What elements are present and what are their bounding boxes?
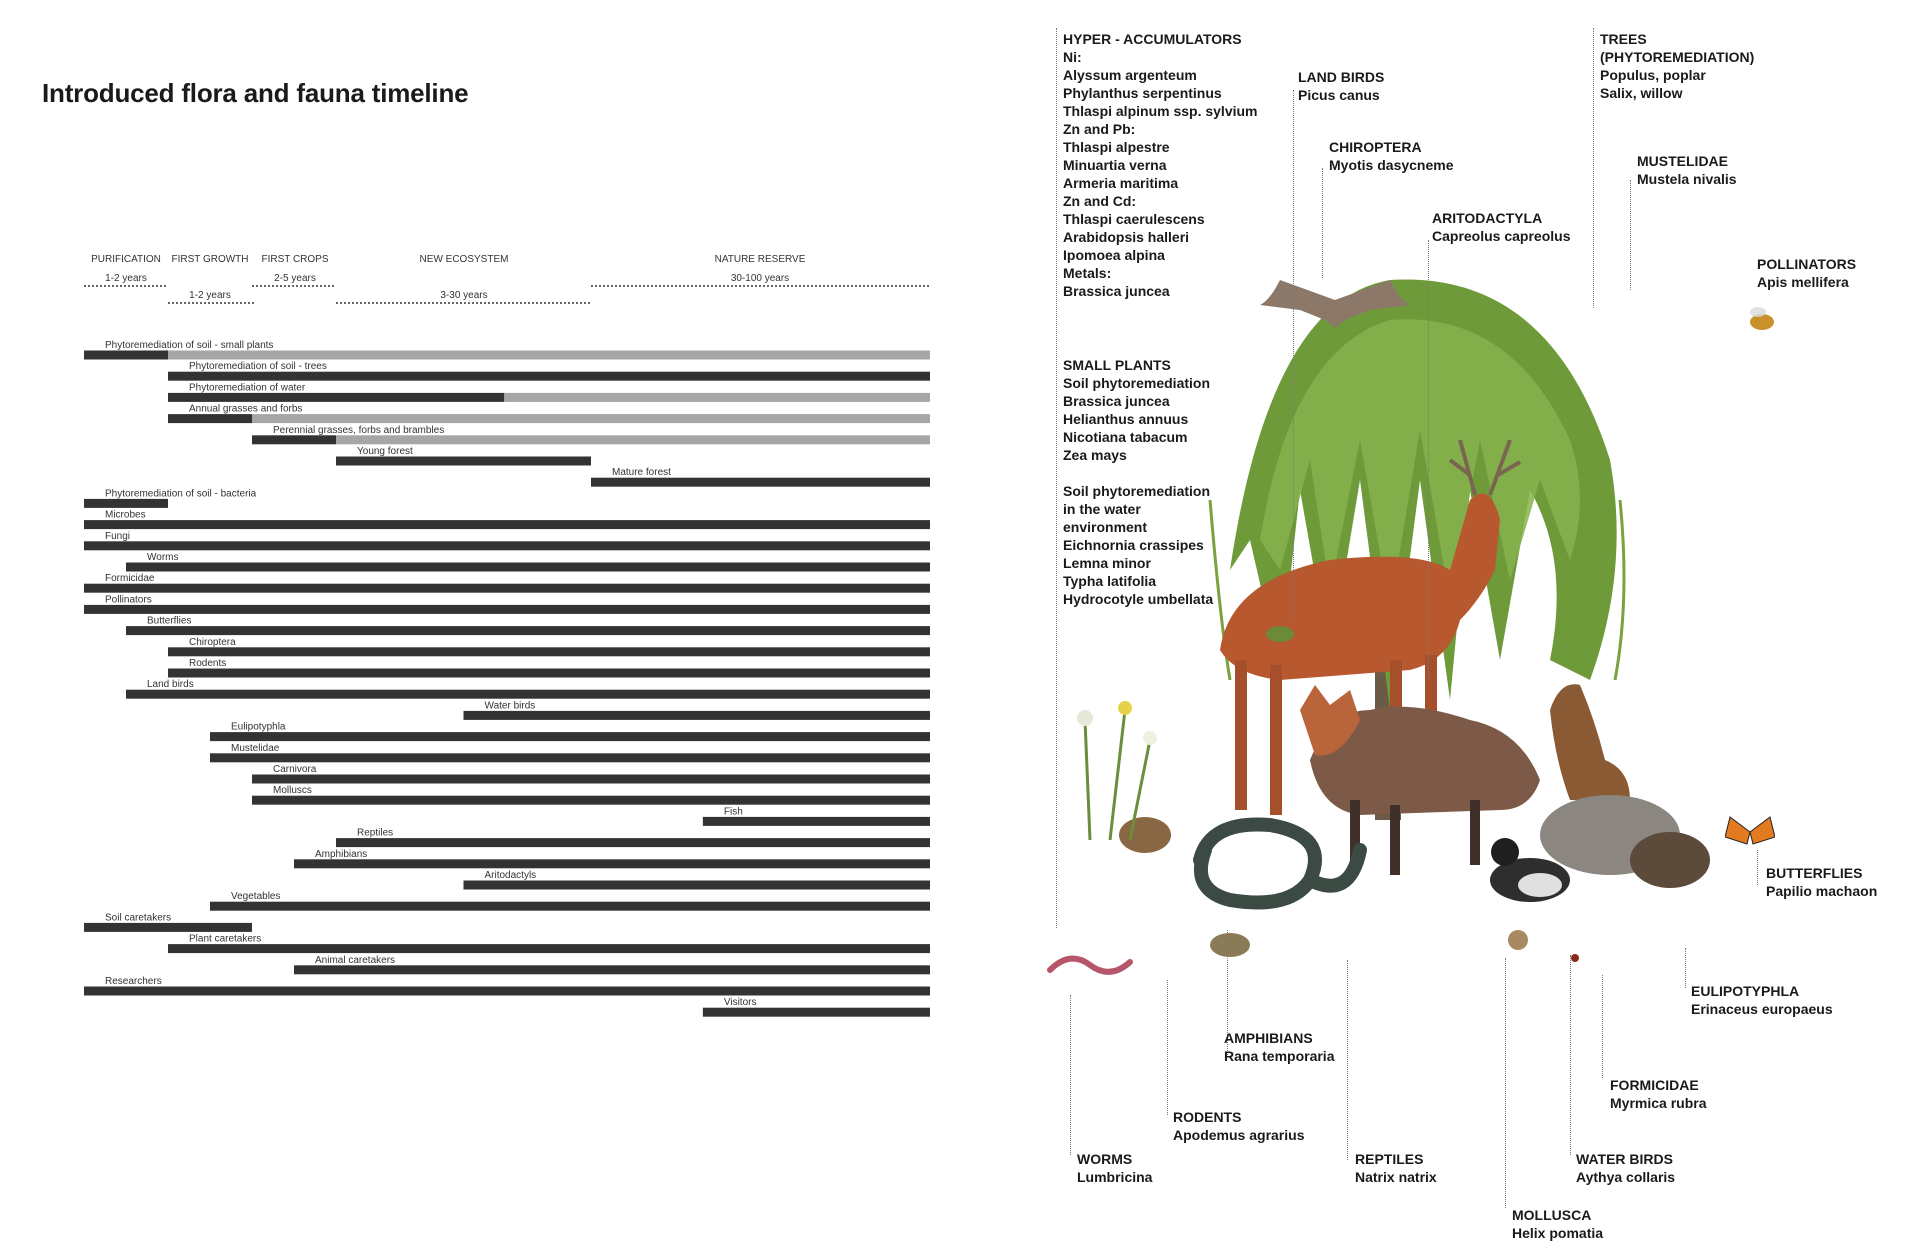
species-label-line: Papilio machaon	[1766, 883, 1878, 899]
timeline-row-label: Rodents	[189, 658, 227, 669]
leader-line	[1056, 28, 1057, 928]
species-label-line: Typha latifolia	[1063, 573, 1157, 589]
species-label-line: Salix, willow	[1600, 85, 1683, 101]
bird-icon	[1262, 618, 1302, 648]
timeline-bar	[168, 393, 504, 402]
species-label-line: Aythya collaris	[1576, 1169, 1676, 1185]
timeline-row-label: Fungi	[105, 530, 131, 542]
timeline-bar	[168, 414, 252, 423]
timeline-bar	[168, 944, 930, 953]
timeline-bar	[126, 563, 930, 572]
species-label-line: Eichnornia crassipes	[1063, 537, 1204, 553]
species-label-title: HYPER - ACCUMULATORS	[1063, 31, 1242, 47]
species-label-line: Zea mays	[1063, 447, 1127, 463]
species-label-line: Lemna minor	[1063, 555, 1151, 571]
timeline-chart	[0, 0, 960, 1040]
species-label-line: Natrix natrix	[1355, 1169, 1437, 1185]
leader-line	[1757, 850, 1758, 885]
label-rodents	[1173, 1108, 1304, 1144]
timeline-bar	[294, 965, 930, 974]
label-butterflies	[1766, 864, 1877, 900]
timeline-row-label: Mature forest	[612, 467, 671, 479]
timeline-row-label: Phytoremediation of soil - trees	[189, 361, 327, 373]
timeline-bar	[336, 435, 930, 444]
species-label-title: MOLLUSCA	[1512, 1207, 1592, 1223]
worm-icon	[1050, 959, 1130, 972]
timeline-bar	[210, 902, 930, 911]
species-label-line: Erinaceus europaeus	[1691, 1001, 1833, 1017]
timeline-row-label: Carnivora	[273, 764, 317, 775]
timeline-row-label: Animal caretakers	[315, 954, 396, 966]
species-label-line: Armeria maritima	[1063, 175, 1179, 191]
timeline-bar	[84, 520, 930, 529]
leader-line	[1505, 958, 1506, 1208]
timeline-bar	[210, 732, 930, 741]
timeline-bar	[464, 881, 931, 890]
timeline-bar	[703, 1008, 930, 1017]
ant-icon	[1571, 954, 1579, 962]
species-label-line: Ni:	[1063, 49, 1082, 65]
leader-line	[1593, 28, 1594, 308]
species-label-line: Ipomoea alpina	[1063, 247, 1165, 263]
timeline-row-label: Butterflies	[147, 615, 192, 627]
species-label-title: MUSTELIDAE	[1637, 153, 1728, 169]
species-label-title: AMPHIBIANS	[1224, 1030, 1313, 1046]
snail-icon	[1508, 930, 1528, 950]
species-label-line: Metals:	[1063, 265, 1112, 281]
timeline-bar	[84, 541, 930, 550]
species-label-line: Brassica juncea	[1063, 283, 1170, 299]
phase-name: NATURE RESERVE	[714, 254, 806, 265]
label-pollinators	[1757, 255, 1856, 291]
label-eulipotyphla	[1691, 982, 1833, 1018]
timeline-bar	[252, 775, 930, 784]
label-chiroptera	[1329, 138, 1454, 174]
timeline-row-label: Microbes	[105, 509, 146, 521]
species-label-line: Mustela nivalis	[1637, 171, 1737, 187]
timeline-bar	[84, 987, 930, 996]
timeline-bar	[591, 478, 930, 487]
label-mollusca	[1512, 1206, 1603, 1242]
species-label-line: Arabidopsis halleri	[1063, 229, 1190, 245]
label-small-plants	[1063, 356, 1210, 464]
phase-duration: 2-5 years	[274, 273, 316, 284]
species-label-line: Thlaspi alpinum ssp. sylvium	[1063, 103, 1258, 119]
leader-line	[1685, 948, 1686, 988]
species-label-line: Minuartia verna	[1063, 157, 1167, 173]
species-label-title: SMALL PLANTS	[1063, 357, 1171, 373]
timeline-row-label: Mustelidae	[231, 742, 280, 754]
timeline-row-label: Formicidae	[105, 573, 155, 585]
species-label-line: in the water	[1063, 501, 1141, 517]
label-land-birds	[1298, 68, 1384, 104]
leader-line	[1428, 240, 1429, 680]
timeline-row-label: Amphibians	[315, 848, 368, 860]
species-label-title: WATER BIRDS	[1576, 1151, 1673, 1167]
species-label-title: POLLINATORS	[1757, 256, 1857, 272]
species-label-title: ARITODACTYLA	[1432, 210, 1543, 226]
timeline-row-label: Phytoremediation of soil - small plants	[105, 340, 274, 351]
label-worms	[1077, 1150, 1152, 1186]
timeline-bar	[168, 372, 930, 381]
species-label-line: Apodemus agrarius	[1173, 1127, 1305, 1143]
bat-icon	[1260, 270, 1410, 330]
label-hyper-accumulators	[1063, 30, 1258, 300]
timeline-row-label: Aritodactyls	[484, 870, 537, 881]
timeline-row-label: Annual grasses and forbs	[189, 403, 303, 415]
timeline-bar	[210, 753, 930, 762]
species-label-line: Phylanthus serpentinus	[1063, 85, 1222, 101]
timeline-row-label: Water birds	[484, 700, 536, 712]
leader-line	[1322, 168, 1323, 278]
timeline-bar	[126, 690, 930, 699]
species-label-line: Populus, poplar	[1600, 67, 1706, 83]
page-title: Introduced flora and fauna timeline	[42, 78, 469, 108]
timeline-row-label: Worms	[147, 552, 179, 563]
hedgehog-icon	[1630, 832, 1710, 888]
timeline-bar	[294, 859, 930, 868]
phase-duration: 30-100 years	[730, 273, 790, 284]
label-trees	[1600, 30, 1754, 102]
label-water-environment	[1063, 482, 1213, 608]
species-label-line: Zn and Cd:	[1063, 193, 1137, 209]
species-label-title: REPTILES	[1355, 1151, 1424, 1167]
species-label-line: Picus canus	[1298, 87, 1380, 103]
leader-line	[1293, 90, 1294, 620]
timeline-bar	[168, 351, 930, 360]
phase-name: PURIFICATION	[91, 254, 161, 265]
timeline-bar	[126, 626, 930, 635]
label-amphibians	[1224, 1029, 1334, 1065]
leader-line	[1070, 995, 1071, 1155]
timeline-row-label: Vegetables	[231, 891, 281, 903]
label-aritodactyla	[1432, 209, 1571, 245]
timeline-bar	[703, 817, 930, 826]
snake-icon	[1200, 824, 1360, 902]
timeline-row-label: Young forest	[357, 446, 413, 457]
species-label-line: Lumbricina	[1077, 1169, 1153, 1185]
leader-line	[1602, 975, 1603, 1078]
label-reptiles	[1355, 1150, 1437, 1186]
timeline-bar	[336, 838, 930, 847]
timeline-bar	[252, 414, 930, 423]
leader-line	[1347, 960, 1348, 1160]
species-label-line: Zn and Pb:	[1063, 121, 1136, 137]
label-formicidae	[1610, 1076, 1706, 1112]
species-label-line: Alyssum argenteum	[1063, 67, 1197, 83]
timeline-row-label: Land birds	[147, 679, 194, 691]
timeline-bar	[84, 351, 168, 360]
timeline-bar	[336, 457, 591, 466]
timeline-row-label: Perennial grasses, forbs and brambles	[273, 424, 445, 436]
timeline-row-label: Phytoremediation of water	[189, 382, 306, 394]
species-label-line: Nicotiana tabacum	[1063, 429, 1188, 445]
label-mustelidae	[1637, 152, 1737, 188]
species-label-line: Myotis dasycneme	[1329, 157, 1454, 173]
species-label-line: Helianthus annuus	[1063, 411, 1189, 427]
timeline-row-label: Soil caretakers	[105, 912, 172, 924]
leader-line	[1570, 955, 1571, 1155]
phase-name: FIRST GROWTH	[171, 254, 249, 265]
species-label-title: TREES	[1600, 31, 1647, 47]
timeline-bar	[252, 435, 336, 444]
species-label-title: EULIPOTYPHLA	[1691, 983, 1800, 999]
species-label-line: Helix pomatia	[1512, 1225, 1604, 1241]
leader-line	[1167, 980, 1168, 1115]
phase-name: FIRST CROPS	[261, 254, 329, 265]
species-label-line: Soil phytoremediation	[1063, 483, 1211, 499]
species-label-line: environment	[1063, 519, 1148, 535]
timeline-row-label: Researchers	[105, 976, 162, 987]
timeline-bar	[504, 393, 930, 402]
timeline-bar	[84, 499, 168, 508]
timeline-row-label: Eulipotyphla	[231, 721, 286, 733]
butterfly-icon	[1725, 812, 1775, 852]
species-label-line: (PHYTOREMEDIATION)	[1600, 49, 1755, 65]
label-water-birds	[1576, 1150, 1675, 1186]
timeline-row-label: Molluscs	[273, 785, 312, 797]
species-label-line: Thlaspi alpestre	[1063, 139, 1170, 155]
frog-icon	[1210, 933, 1250, 957]
timeline-row-label: Chiroptera	[189, 636, 236, 648]
species-label-line: Thlaspi caerulescens	[1063, 211, 1205, 227]
timeline-bar	[84, 605, 930, 614]
timeline-row-label: Pollinators	[105, 594, 152, 606]
timeline-bar	[168, 647, 930, 656]
species-label-title: LAND BIRDS	[1298, 69, 1385, 85]
phase-name: NEW ECOSYSTEM	[419, 254, 509, 265]
species-label-line: Capreolus capreolus	[1432, 228, 1571, 244]
weasel-icon	[1550, 684, 1630, 800]
bee-icon	[1742, 300, 1782, 340]
timeline-row-label: Phytoremediation of soil - bacteria	[105, 488, 257, 500]
species-label-title: RODENTS	[1173, 1109, 1242, 1125]
species-label-title: FORMICIDAE	[1610, 1077, 1699, 1093]
timeline-bar	[464, 711, 931, 720]
species-label-title: BUTTERFLIES	[1766, 865, 1863, 881]
timeline-bar	[252, 796, 930, 805]
species-label-title: WORMS	[1077, 1151, 1133, 1167]
timeline-row-label: Reptiles	[357, 827, 394, 839]
timeline-bar	[84, 923, 252, 932]
ecosystem-illustration	[1030, 240, 1850, 980]
species-label-line: Soil phytoremediation	[1063, 375, 1211, 391]
species-label-line: Myrmica rubra	[1610, 1095, 1707, 1111]
leader-line	[1630, 180, 1631, 290]
phase-duration: 1-2 years	[189, 290, 231, 301]
species-label-title: CHIROPTERA	[1329, 139, 1422, 155]
timeline-bar	[84, 584, 930, 593]
species-label-line: Apis mellifera	[1757, 274, 1849, 290]
species-label-line: Brassica juncea	[1063, 393, 1170, 409]
timeline-row-label: Fish	[723, 806, 743, 818]
phase-duration: 3-30 years	[440, 290, 488, 301]
timeline-bar	[168, 669, 930, 678]
phase-duration: 1-2 years	[105, 273, 147, 284]
species-label-line: Hydrocotyle umbellata	[1063, 591, 1214, 607]
timeline-row-label: Plant caretakers	[189, 933, 262, 945]
species-label-line: Rana temporaria	[1224, 1048, 1335, 1064]
rodent-icon	[1119, 817, 1171, 853]
timeline-row-label: Visitors	[723, 997, 757, 1009]
